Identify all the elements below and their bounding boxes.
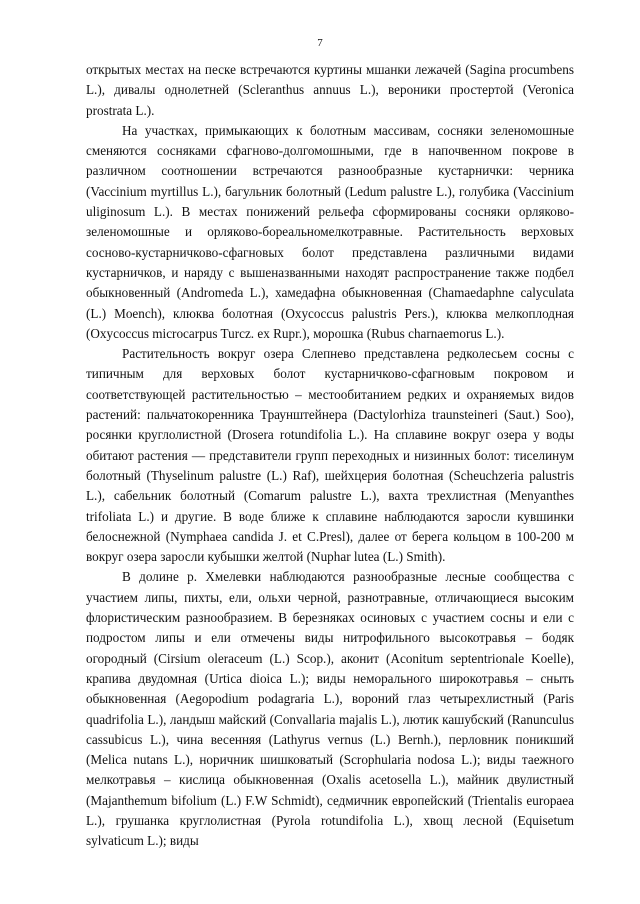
paragraph-lake-slepnevo: Растительность вокруг озера Слепнево представлена редколесьем сосны с типичным для верховых болот кустарничково-сфагновым покровом и соответствующей растительностью – местообитанием редких и охраняемых видов растений: пальчатокоренника Траунштейнера (Dactylorhiza traunsteineri (Saut.) Soo), росянки круглолистной (Drosera rotundifolia L.). На сплавине вокруг озера у воды обитают растения — представители групп переходных и низинных болот: тиселинум болотный (Thyselinum palustre (L.) Raf), шейхцерия болотная (Scheuchzeria palustris L.), сабельник болотный (Comarum palustre L.), вахта трехлистная (Menyanthes trifoliata L.) и другие. В воде ближе к сплавине наблюдаются заросли кувшинки белоснежной (Nymphaea candida J. et C.Presl), далее от берега кольцом в 100-200 м вокруг озера заросли кубышки желтой (Nuphar lutea (L.) Smith). bbox=[86, 346, 574, 565]
paragraph-continuation: открытых местах на песке встречаются куртины мшанки лежачей (Sagina procumbens L.), дивалы однолетней (Scleranthus annuus L.), вероники простертой (Veronica prostrata L.). bbox=[86, 62, 574, 118]
page-number: 7 bbox=[317, 37, 323, 49]
paragraph-khmelevka-valley: В долине р. Хмелевки наблюдаются разнообразные лесные сообщества с участием липы, пихты, ели, ольхи черной, разнотравные, отличающиеся высоким флористическим разнообразием. В березняках осиновых с участием сосны и ели с подростом липы и ели отмечены виды нитрофильного высокотравья – бодяк огородный (Cirsium oleraceum (L.) Scop.), аконит (Aconitum septentrionale Koelle), крапива двудомная (Urtica dioica L.); виды неморального широкотравья – сныть обыкновенная (Aegopodium podagraria L.), вороний глаз четырехлистный (Paris quadrifolia L.), ландыш майский (Convallaria majalis L.), лютик кашубский (Ranunculus cassubicus L.), чина весенняя (Lathyrus vernus (L.) Bernh.), перловник поникший (Melica nutans L.), норичник шишковатый (Scrophularia nodosa L.); виды таежного мелкотравья – кислица обыкновенная (Oxalis acetosella L.), майник двулистный (Majanthemum bifolium (L.) F.W Schmidt), седмичник европейский (Trientalis europaea L.), грушанка круглолистная (Pyrola rotundifolia L.), хвощ лесной (Equisetum sylvaticum L.); виды bbox=[86, 569, 574, 849]
document-body bbox=[86, 60, 574, 852]
paragraph-bog-pine-forests: На участках, примыкающих к болотным массивам, сосняки зеленомошные сменяются сосняками сфагново-долгомошными, где в напочвенном покрове в различном соотношении встречаются разнообразные кустарнички: черника (Vaccinium myrtillus L.), багульник болотный (Ledum palustre L.), голубика (Vaccinium uliginosum L.). В местах понижений рельефа сформированы сосняки орляково-зеленомошные и орляково-бореальномелкотравные. Растительность верховых сосново-кустарничково-сфагновых болот представлена различными видами кустарничков, и наряду с вышеназванными находят распространение также подбел обыкновенный (Andromeda L.), хамедафна обыкновенная (Chamaedaphne calyculata (L.) Moench), клюква болотная (Oxycoccus palustris Pers.), клюква мелкоплодная (Oxycoccus microcarpus Turcz. ex Rupr.), морошка (Rubus charnaemorus L.). bbox=[86, 122, 574, 341]
